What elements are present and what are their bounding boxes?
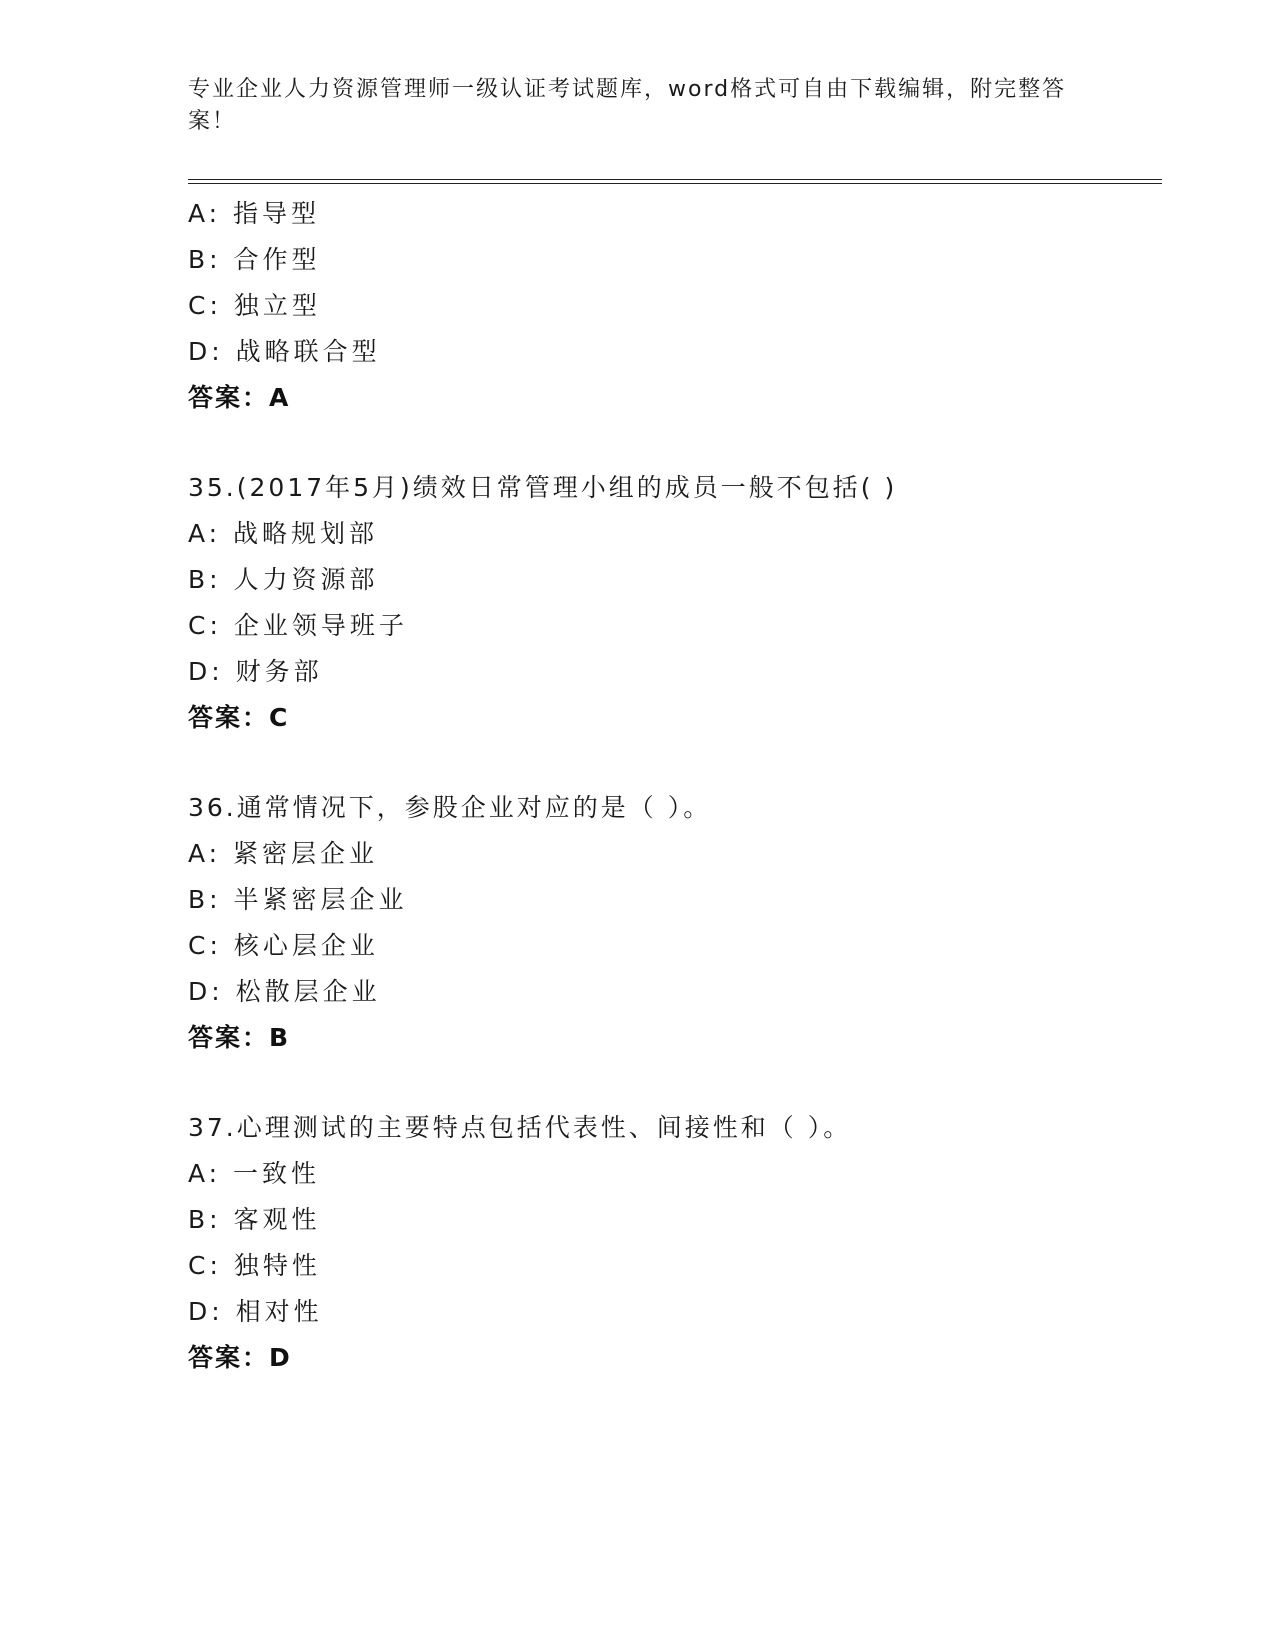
question-list bbox=[188, 191, 1168, 1381]
question-text: 35.(2017年5月)绩效日常管理小组的成员一般不包括( ) bbox=[188, 473, 898, 502]
answer-line bbox=[188, 375, 1168, 421]
answer-line bbox=[188, 695, 1168, 741]
option-b: B: 人力资源部 bbox=[188, 565, 379, 594]
option-a: A: 战略规划部 bbox=[188, 519, 379, 548]
option-d: D: 财务部 bbox=[188, 657, 323, 686]
option-d: D: 相对性 bbox=[188, 1297, 323, 1326]
option-a: A: 一致性 bbox=[188, 1159, 321, 1188]
page-header: 专业企业人力资源管理师一级认证考试题库，word格式可自由下载编辑，附完整答案！ bbox=[188, 77, 1067, 134]
option-b: B: 客观性 bbox=[188, 1205, 321, 1234]
question-block bbox=[188, 465, 1168, 741]
option-c: C: 独特性 bbox=[188, 1251, 321, 1280]
question-block bbox=[188, 191, 1168, 421]
option-b: B: 合作型 bbox=[188, 245, 321, 274]
question-text: 36.通常情况下，参股企业对应的是（ ）。 bbox=[188, 793, 712, 822]
header-rule-top bbox=[188, 179, 1162, 180]
answer-label: 答案： bbox=[188, 1343, 270, 1372]
option-d: D: 战略联合型 bbox=[188, 337, 381, 366]
option-a: A: 指导型 bbox=[188, 199, 321, 228]
option-c: C: 核心层企业 bbox=[188, 931, 379, 960]
option-c: C: 独立型 bbox=[188, 291, 321, 320]
answer-value: A bbox=[269, 383, 291, 412]
answer-label: 答案： bbox=[188, 1023, 270, 1052]
answer-value: C bbox=[269, 703, 290, 732]
answer-value: B bbox=[269, 1023, 291, 1052]
option-d: D: 松散层企业 bbox=[188, 977, 381, 1006]
option-b: B: 半紧密层企业 bbox=[188, 885, 408, 914]
answer-label: 答案： bbox=[188, 703, 270, 732]
option-a: A: 紧密层企业 bbox=[188, 839, 379, 868]
answer-line bbox=[188, 1015, 1168, 1061]
header-rule-bottom bbox=[188, 183, 1162, 184]
answer-line bbox=[188, 1335, 1168, 1381]
answer-value: D bbox=[269, 1343, 292, 1372]
question-block bbox=[188, 785, 1168, 1061]
option-c: C: 企业领导班子 bbox=[188, 611, 408, 640]
question-block bbox=[188, 1105, 1168, 1381]
question-text: 37.心理测试的主要特点包括代表性、间接性和（ ）。 bbox=[188, 1113, 852, 1142]
answer-label: 答案： bbox=[188, 383, 270, 412]
